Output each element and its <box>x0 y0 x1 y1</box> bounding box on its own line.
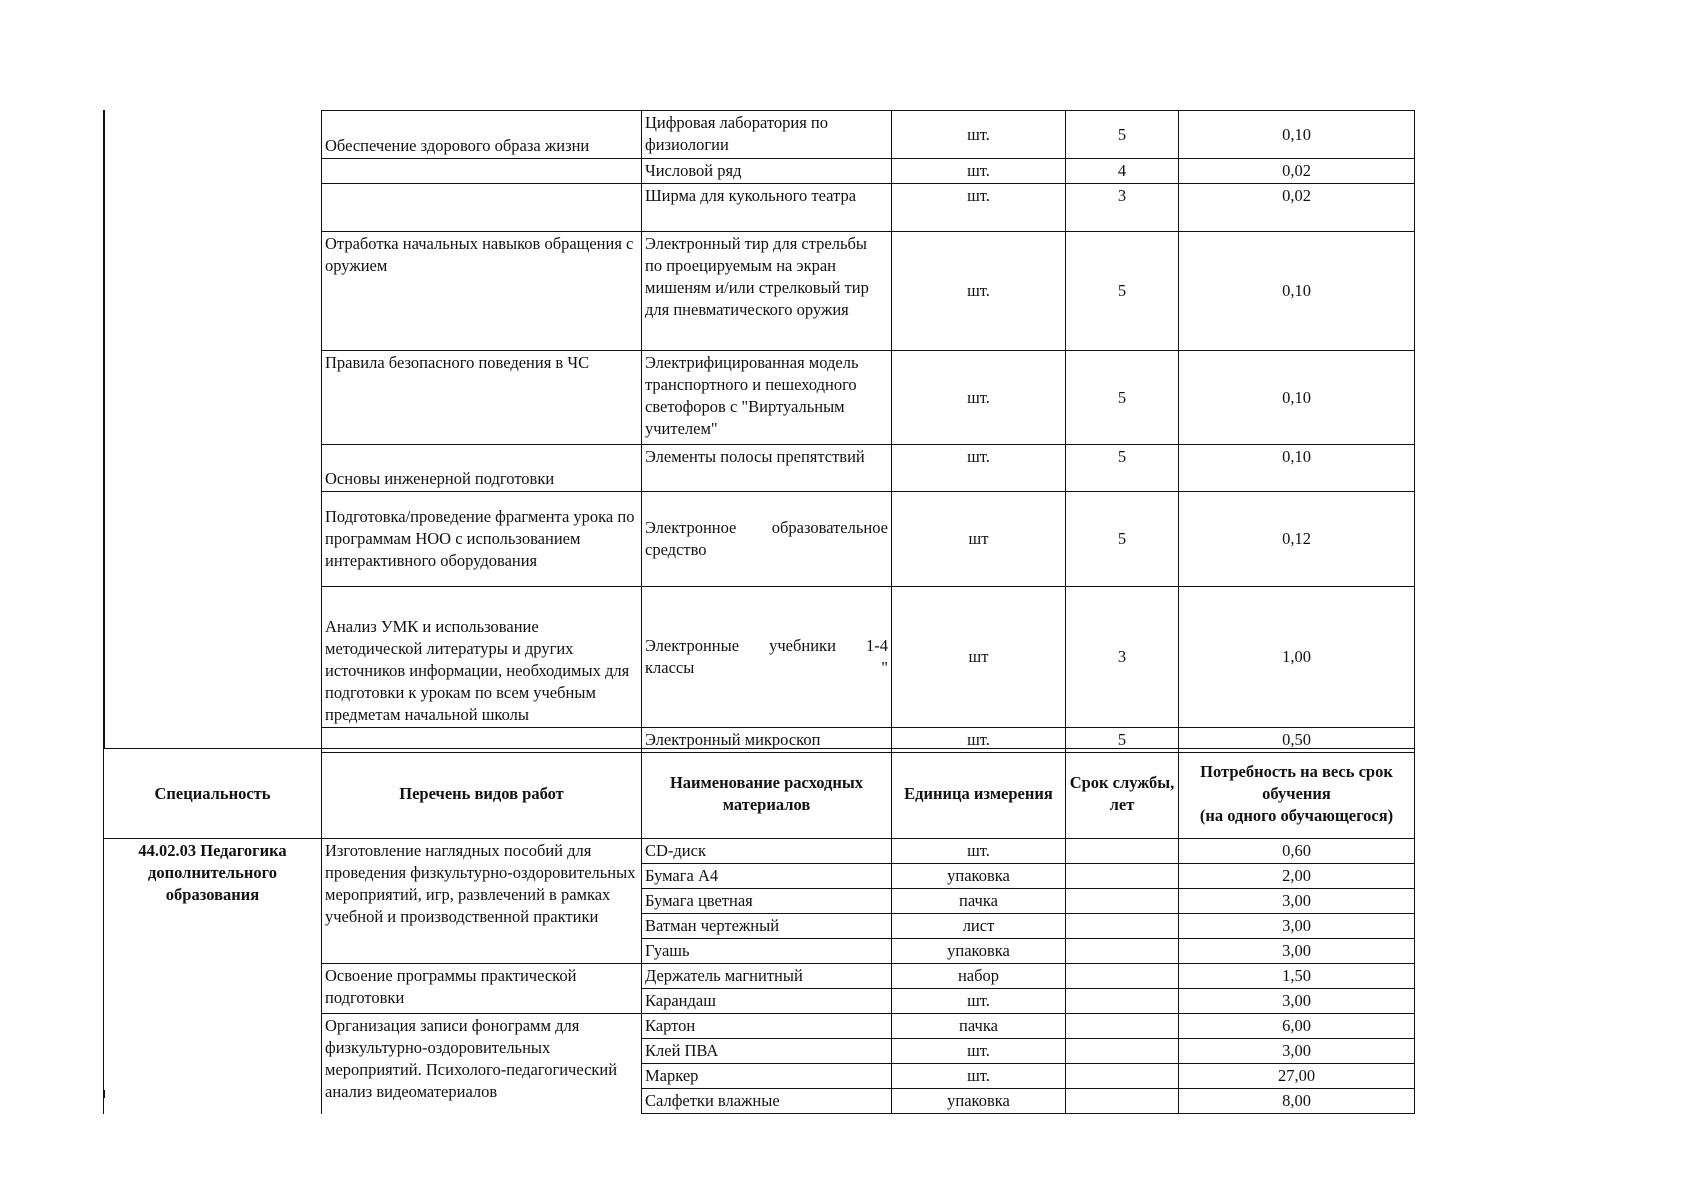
material-cell: Ватман чертежный <box>642 914 892 939</box>
work-cell: Правила безопасного поведения в ЧС <box>322 351 642 445</box>
material-cell: Электрифицированная модель транспортного и пешеходного светофоров с "Виртуальным учителем" <box>642 351 892 445</box>
need-cell: 3,00 <box>1179 914 1415 939</box>
material-cell: Бумага цветная <box>642 889 892 914</box>
work-cell: Основы инженерной подготовки <box>322 445 642 492</box>
need-cell: 2,00 <box>1179 864 1415 889</box>
header-works: Перечень видов работ <box>322 749 642 839</box>
material-cell: Гуашь <box>642 939 892 964</box>
life-cell <box>1066 889 1179 914</box>
material-cell: Числовой ряд <box>642 159 892 184</box>
need-cell: 3,00 <box>1179 1039 1415 1064</box>
need-cell: 3,00 <box>1179 939 1415 964</box>
life-cell: 5 <box>1066 351 1179 445</box>
material-cell: Маркер <box>642 1064 892 1089</box>
life-cell <box>1066 1064 1179 1089</box>
unit-cell: шт. <box>892 159 1066 184</box>
life-cell: 5 <box>1066 232 1179 351</box>
need-cell: 0,12 <box>1179 492 1415 587</box>
header-life: Срок службы, лет <box>1066 749 1179 839</box>
life-cell: 5 <box>1066 492 1179 587</box>
table-row <box>322 232 1415 351</box>
life-cell: 5 <box>1066 728 1179 753</box>
table-row <box>322 587 1415 728</box>
unit-cell: упаковка <box>892 939 1066 964</box>
table-row <box>322 492 1415 587</box>
specialty-cell: 44.02.03 Педагогика дополнительного образования <box>104 839 322 1114</box>
table-row <box>104 839 1415 864</box>
need-cell: 0,10 <box>1179 351 1415 445</box>
table-row <box>322 111 1415 159</box>
life-cell <box>1066 1014 1179 1039</box>
material-cell: CD-диск <box>642 839 892 864</box>
material-cell: Электронный тир для стрельбы по проецируемым на экран мишеням и/или стрелковый тир для пневматического оружия <box>642 232 892 351</box>
need-cell: 6,00 <box>1179 1014 1415 1039</box>
life-cell: 3 <box>1066 184 1179 232</box>
header-unit: Единица измерения <box>892 749 1066 839</box>
unit-cell: пачка <box>892 889 1066 914</box>
need-cell: 0,10 <box>1179 445 1415 492</box>
unit-cell: шт. <box>892 184 1066 232</box>
header-need <box>1179 749 1415 839</box>
unit-cell: шт. <box>892 728 1066 753</box>
work-cell <box>322 184 642 232</box>
unit-cell: шт. <box>892 111 1066 159</box>
header-need-line2: (на одного обучающегося) <box>1199 805 1394 825</box>
material-cell: Элементы полосы препятствий <box>642 445 892 492</box>
materials-table <box>103 748 1415 1114</box>
header-materials: Наименование расходных материалов <box>642 749 892 839</box>
header-specialty: Специальность <box>104 749 322 839</box>
material-cell: Картон <box>642 1014 892 1039</box>
need-cell: 27,00 <box>1179 1064 1415 1089</box>
need-cell: 1,50 <box>1179 964 1415 989</box>
material-cell: Карандаш <box>642 989 892 1014</box>
table-header-row <box>104 749 1415 839</box>
table-row <box>322 159 1415 184</box>
life-cell <box>1066 939 1179 964</box>
work-group-cell: Освоение программы практической подготовки <box>322 964 642 1014</box>
life-cell: 3 <box>1066 587 1179 728</box>
material-cell: Бумага А4 <box>642 864 892 889</box>
need-cell: 0,60 <box>1179 839 1415 864</box>
table-row <box>322 184 1415 232</box>
need-cell: 1,00 <box>1179 587 1415 728</box>
life-cell <box>1066 839 1179 864</box>
specialty-column-left-border <box>103 110 105 748</box>
table-row <box>322 445 1415 492</box>
life-cell <box>1066 1039 1179 1064</box>
need-cell: 3,00 <box>1179 989 1415 1014</box>
work-cell: Подготовка/проведение фрагмента урока по программам НОО с использованием интерактивного оборудования <box>322 492 642 587</box>
work-cell <box>322 159 642 184</box>
unit-cell: набор <box>892 964 1066 989</box>
unit-cell: шт. <box>892 839 1066 864</box>
work-cell: Отработка начальных навыков обращения с оружием <box>322 232 642 351</box>
material-cell: Электронное образовательное средство <box>642 492 892 587</box>
header-need-line1: Потребность на весь срок обучения <box>1200 761 1393 803</box>
unit-cell: шт. <box>892 232 1066 351</box>
life-cell: 5 <box>1066 445 1179 492</box>
life-cell <box>1066 864 1179 889</box>
unit-cell: упаковка <box>892 864 1066 889</box>
unit-cell: шт <box>892 492 1066 587</box>
unit-cell: лист <box>892 914 1066 939</box>
need-cell: 0,50 <box>1179 728 1415 753</box>
work-group-cell: Организация записи фонограмм для физкультурно-оздоровительных мероприятий. Психолого-педагогический анализ видеоматериалов <box>322 1014 642 1114</box>
need-cell: 8,00 <box>1179 1089 1415 1114</box>
unit-cell: шт. <box>892 1039 1066 1064</box>
work-group-cell: Изготовление наглядных пособий для проведения физкультурно-оздоровительных мероприятий, игр, развлечений в рамках учебной и производственной практики <box>322 839 642 964</box>
work-cell: Обеспечение здорового образа жизни <box>322 111 642 159</box>
material-cell: Клей ПВА <box>642 1039 892 1064</box>
material-cell: Цифровая лаборатория по физиологии <box>642 111 892 159</box>
continuation-table <box>321 110 1415 753</box>
material-cell: Электронные учебники 1-4 классы " <box>642 587 892 728</box>
need-cell: 0,02 <box>1179 184 1415 232</box>
life-cell <box>1066 964 1179 989</box>
material-cell: Ширма для кукольного театра <box>642 184 892 232</box>
need-cell: 0,02 <box>1179 159 1415 184</box>
unit-cell: шт. <box>892 1064 1066 1089</box>
life-cell <box>1066 989 1179 1014</box>
unit-cell: шт <box>892 587 1066 728</box>
need-cell: 0,10 <box>1179 111 1415 159</box>
unit-cell: пачка <box>892 1014 1066 1039</box>
unit-cell: шт. <box>892 445 1066 492</box>
need-cell: 3,00 <box>1179 889 1415 914</box>
unit-cell: шт. <box>892 351 1066 445</box>
need-cell: 0,10 <box>1179 232 1415 351</box>
life-cell <box>1066 1089 1179 1114</box>
material-cell: Электронный микроскоп <box>642 728 892 753</box>
material-cell: Держатель магнитный <box>642 964 892 989</box>
table-row <box>322 351 1415 445</box>
work-cell: Анализ УМК и использование методической литературы и других источников информации, необходимых для подготовки к урокам по всем учебным предметам начальной школы <box>322 587 642 728</box>
life-cell: 5 <box>1066 111 1179 159</box>
unit-cell: упаковка <box>892 1089 1066 1114</box>
unit-cell: шт. <box>892 989 1066 1014</box>
material-cell: Салфетки влажные <box>642 1089 892 1114</box>
life-cell: 4 <box>1066 159 1179 184</box>
life-cell <box>1066 914 1179 939</box>
